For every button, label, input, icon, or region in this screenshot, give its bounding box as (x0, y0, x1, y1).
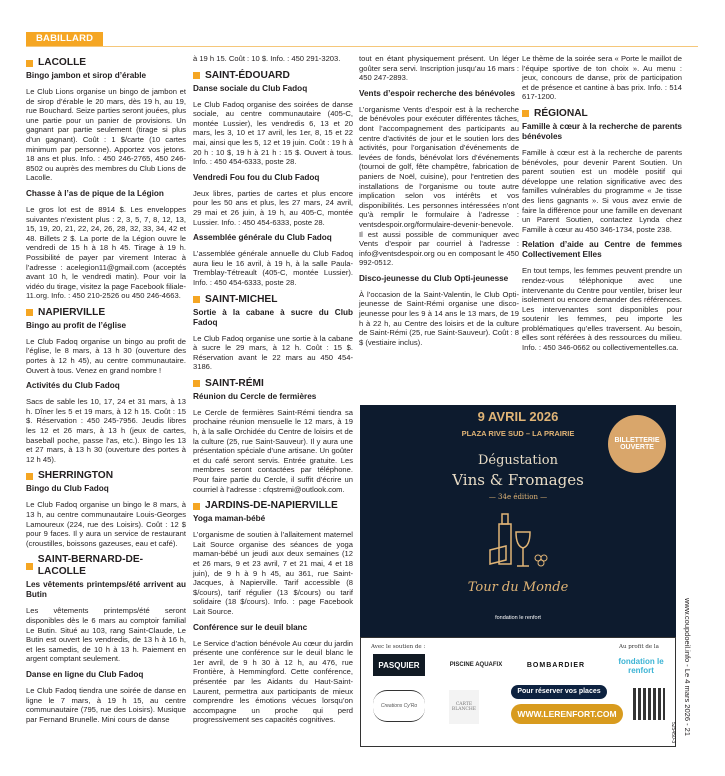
sponsor-bombardier-logo: BOMBARDIER (526, 661, 586, 669)
section-title: SAINT-BERNARD-DE-LACOLLE (37, 554, 144, 578)
article-body: L’organisme Vents d’espoir est à la recherche de bénévoles pour exécuter différentes tâches, dont l’accompagnement des participants au centre d’activités de jour et le soutien lors des activités, pour l’organisation d’événements de levées de fonds, bénévolat lors d’événements (tournoi de golf, fête champêtre, fabrication de paniers de Noël, cuisine), pour l’entretien des installations de l’organisme ou toute autre implication selon vos intérêts et vos disponibilités. Les personnes intéressées n’ont qu’à remplir le formulaire à l’adresse : ventsdespoir.org/formulaire-devenir-benevole. Il est aussi possible de communiquer avec Vents d’espoir par courriel à l’adresse : info@ventsdespoir.org ou en composant le 450 992-0512. (359, 104, 519, 268)
article-body: Le Service d’action bénévole Au cœur du jardin présente une conférence sur le deuil blanc le 1er avril, de 9 h 30 à 12 h, au 476, rue Frontière, à Hemmingford. Cette conférence, présentée par les Aidants du Haut-Saint-Laurent, permettra aux participants de mieux comprendre les émotions vécues lorsqu’on accompagne un proche qui perd progressivement ses capacités cognitives. (193, 638, 353, 725)
article-title: Disco-jeunesse du Club Opti-jeunesse (359, 273, 509, 283)
sponsor-aquafix-logo: PISCINE AQUAFIX (449, 662, 503, 668)
section-header (193, 378, 353, 390)
square-bullet-icon (26, 563, 33, 570)
article-title: Activités du Club Fadoq (26, 381, 120, 391)
section-header (26, 470, 186, 482)
article-title: Vendredi Fou fou du Club Fadoq (193, 172, 320, 182)
article-body: tout en étant physiquement présent. Un léger goûter sera servi. Inscription jusqu’au 16 mars : 450 247-2893. (359, 54, 519, 83)
section-title: SHERRINGTON (38, 470, 114, 482)
article-title: Assemblée générale du Club Fadoq (193, 233, 332, 243)
article-body: Famille à cœur est à la recherche de parents bénévoles, pour devenir Parent Soutien. Un parent soutien est un modèle positif qui développe une relation significative avec des familles vulnérables du programme « Je tisse des liens gagnants ». Si vous avez envie de faire la différence pour une famille en devenant un Parent Soutien, contactez Lynda chez Famille à cœur au 450 346-1734, poste 238. (522, 147, 682, 234)
section-title: SAINT-ÉDOUARD (205, 69, 290, 81)
article-title: Danse en ligne du Club Fadoq (26, 669, 144, 679)
article-body: Le Club Fadoq organise des soirées de danse sociale, au centre communautaire (405-C, montée Lussier), les vendredis 6, 13 et 20 mars, les 3, 10 et 17 avril, les 1er, 8, 15 et 22 mai, ainsi que les 5, 12 et 19 juin. Coût : 19 h à 20 h : 10 $, 19 h à 21 h : 15 $. Ouvert à tous. Info. : 450 454-6333, poste 28. (193, 99, 353, 167)
article-body: Le thème de la soirée sera « Porte le maillot de l’équipe sportive de ton choix ». Au menu : jeux, concours de danse, prix de participation et de présence et cantine à bas prix. Info. : 514 617-1200. (522, 54, 682, 102)
event-advertisement[interactable] (360, 405, 676, 637)
ad-edition: — 34e édition — (488, 493, 548, 501)
column-1 (26, 54, 186, 730)
section-title: SAINT-MICHEL (205, 293, 278, 305)
section-title: NAPIERVILLE (38, 306, 106, 318)
article-title: Les vêtements printemps/été arrivent au Butin (26, 580, 186, 600)
section-header (193, 70, 353, 82)
article-body: Le Club Fadoq organise une sortie à la cabane à sucre le 29 mars, à 12 h. Coût : 15 $. Réservation avant le 22 mars au 450 454-3186. (193, 333, 353, 372)
article-title: Bingo au profit de l’église (26, 320, 127, 330)
ad-place: PLAZA RIVE SUD – LA PRAIRIE (461, 429, 575, 438)
article-body: Le gros lot est de 8914 $. Les enveloppes suivantes n’existent plus : 2, 3, 5, 7, 8, 12, 13, 15, 19, 20, 21, 22, 24, 26, 28, 32, 33, 34, 42 et 48. Billets 2 $. La porte de la Légion ouvre le vendredi de 15 h à 18 h 45. Tirage à 19 h. Possibilité de payer par virement Interac à l’adresse : acelegion11@gmail.com (acceptés avant 10 h, le vendredi matin). Pour voir la vidéo du tirage, visitez la page Facebook filiale-11.org. Info. : 450 210-2526 ou 450 246-4663. (26, 204, 186, 301)
ad-theme: Tour du Monde (467, 580, 569, 595)
column-3 (359, 54, 519, 353)
ad-code: 525450-3 (670, 722, 676, 744)
wine-cheese-icon (488, 510, 552, 576)
article-body: Jeux libres, parties de cartes et plus encore pour les 50 ans et plus, les 27 mars, 24 avril, 29 mai et 26 juin, à 19 h, au 405-C, montée Lussier. Info. : 450 454-6333, poste 28. (193, 188, 353, 227)
section-header (522, 108, 682, 120)
article-body: à 19 h 15. Coût : 10 $. Info. : 450 291-3203. (193, 54, 341, 63)
section-header (193, 500, 353, 512)
square-bullet-icon (193, 72, 200, 79)
section-title: JARDINS-DE-NAPIERVILLE (205, 500, 338, 512)
article-body: Le Club Fadoq organise un bingo au profit de l’église, le 8 mars, à 13 h 30 (ouverture des portes à 12 h 45), au centre communautaire. Ouvert à tous. Venez en grand nombre ! (26, 336, 186, 375)
website-link[interactable]: WWW.LERENFORT.COM (511, 704, 623, 724)
article-title: Conférence sur le deuil blanc (193, 622, 308, 632)
section-header (26, 307, 186, 319)
fondation-renfort-logo: fondation le renfort (618, 657, 664, 675)
article-body: Le Club Fadoq tiendra une soirée de danse en ligne le 7 mars, à 19 h 15, au centre communautaire (795, rue des Loisirs). Musique par Fernand Brunelle. Mini cours de danse (26, 685, 186, 724)
sponsor-pasquier-logo: PASQUIER (373, 654, 425, 676)
article-body: Le Club Lions organise un bingo de jambon et de sirop d’érable le 20 mars, dès 19 h, au 19, rue Bouchard. Seize parties seront jouées, plus une partie pour un panier de provisions. Un gagnant par partie seulement (tirage si plus d’un gagnant). Coût : 1 $/carte (10 cartes minimum par personne). Apportez vos jetons. 18 ans et plus. Info. : 450 246-2765, 450 246-8502 ou auprès des membres du Club Lions de Lacolle. (26, 87, 186, 183)
reserve-label: Pour réserver vos places (511, 685, 607, 699)
section-title: LACOLLE (38, 57, 87, 68)
square-bullet-icon (522, 110, 529, 117)
square-bullet-icon (193, 380, 200, 387)
article-title: Relation d’aide au Centre de femmes Collectivement Elles (522, 240, 682, 260)
article-title: Bingo du Club Fadoq (26, 484, 109, 494)
article-title: Chasse à l’as de pique de la Légion (26, 188, 164, 198)
article-body: L’organisme de soutien à l’allaitement maternel Lait Source organise des séances de yoga maman-bébé un jeudi aux deux semaines (12 et 26 mars, 9 et 23 avril, 7 et 21 mai, 4 et 18 juin), de 9 h à 9 h 45, au 361, rue Saint-Jacques, à Napierville. Tarif accessible (8 $/cours), tarif régulier (13 $/cours) ou tarif solidaire (18 $/cours). Info. : page Facebook Lait Source. (193, 530, 353, 616)
section-tab: BABILLARD (26, 32, 103, 46)
sponsor-creations-logo: Creations Cy'Ro (373, 690, 425, 722)
square-bullet-icon (193, 503, 200, 510)
section-header (26, 57, 186, 69)
ad-title-line1: Dégustation (477, 453, 559, 468)
square-bullet-icon (26, 473, 33, 480)
article-body: Le Club Fadoq organise un bingo le 8 mars, à 13 h, au centre communautaire Louis-Georges Lamoureux (224, rue des Loisirs). Coût : 12 $ pour 9 faces. Il y aura un service de restaurant (croustilles, boissons gazeuses, eau et café). (26, 500, 186, 548)
section-header (193, 294, 353, 306)
article-title: Sortie à la cabane à sucre du Club Fadoq (193, 307, 353, 327)
page-footer: www.coupdoeil.info - Le 4 mars 2026 - 21 (683, 598, 692, 736)
article-body: L’assemblée générale annuelle du Club Fadoq aura lieu le 16 avril, à 19 h, à la salle Paula-Tremblay-Tétreault (405-C, montée Lussier). Info. : 450 454-6333, poste 28. (193, 249, 353, 287)
section-header (26, 554, 186, 578)
article-title: Famille à cœur à la recherche de parents bénévoles (522, 121, 682, 141)
profit-label: Au profit de la (619, 644, 659, 650)
support-label: Avec le soutien de : (371, 644, 426, 650)
article-body: En tout temps, les femmes peuvent prendre un rendez-vous téléphonique avec une intervenante du Centre pour ventiler, briser leur isolement ou encore demander des références. Les intervenantes sont disponibles pour soutenir les femmes, peu importe les problématiques qu’elles traversent. Au besoin, elles sont référées à des ressources du milieu. Info. : 450 346-0662 ou collectivementelles.ca. (522, 266, 682, 353)
square-bullet-icon (26, 60, 33, 67)
article-title: Vents d’espoir recherche des bénévoles (359, 88, 516, 98)
square-bullet-icon (193, 296, 200, 303)
column-4 (522, 54, 682, 359)
square-bullet-icon (26, 309, 33, 316)
article-body: À l’occasion de la Saint-Valentin, le Club Opti-jeunesse de Saint-Rémi organise une disco-jeunesse pour les 9 à 14 ans le 13 mars, de 19 h à 22 h, au Centre des loisirs et de la culture de Saint-Rémi (25, rue Saint-Sauveur). Coût : 8 $ (vestiaire inclus). (359, 289, 519, 347)
ad-date: 9 AVRIL 2026 (477, 409, 559, 424)
article-title: Réunion du Cercle de fermières (193, 391, 317, 401)
article-body: Les vêtements printemps/été seront disponibles dès le 6 mars au comptoir familial Le Butin. Situé au 103, rang Saint-Claude, Le Butin est ouvert les vendredis, de 13 h à 16 h, et les samedis, de 10 h à 13 h. Paiement en argent comptant seulement. (26, 606, 186, 664)
section-title: RÉGIONAL (534, 107, 588, 119)
badge-line: BILLETTERIE (614, 437, 660, 444)
article-body: Le Cercle de fermières Saint-Rémi tiendra sa prochaine réunion mensuelle le 12 mars, à 19 h, à la salle Orchidée du Centre de loisirs et de la culture (25, rue Saint-Sauveur). Il y aura une présentation spéciale d’une artisane. Un goûter et du café seront servis. Entrée gratuite. Les membres seront contactées par téléphone. Pour faire partie du Cercle, il suffit d’écrire un courriel à l’adresse : cfqstremi@outlook.com. (193, 407, 353, 494)
article-title: Yoga maman-bébé (193, 514, 266, 524)
sponsor-panel (360, 637, 676, 747)
divider (26, 46, 698, 47)
fondation-logo: fondation le renfort (495, 615, 541, 621)
sponsor-carte-blanche-logo: CARTE BLANCHE (449, 690, 479, 724)
qr-code-icon[interactable] (633, 688, 665, 720)
article-body: Sacs de sable les 10, 17, 24 et 31 mars, à 13 h. Dîner les 5 et 19 mars, à 12 h 15. Coût : 15 $. Réservation : 450 245-7956. Jeudis libres les 12 et 26 mars, à 13 h (jeux de cartes, baseball poche, passe l’as, etc.). Bingo les 13 et 27 mars, à 13 h 30 (ouverture des portes à 12 h 45). (26, 397, 186, 464)
badge-line: OUVERTE (620, 444, 654, 451)
article-title: Danse sociale du Club Fadoq (193, 83, 308, 93)
ad-title-line2: Vins & Fromages (452, 471, 584, 489)
section-title: SAINT-RÉMI (205, 377, 264, 389)
column-2 (193, 54, 353, 731)
article-title: Bingo jambon et sirop d’érable (26, 71, 147, 80)
